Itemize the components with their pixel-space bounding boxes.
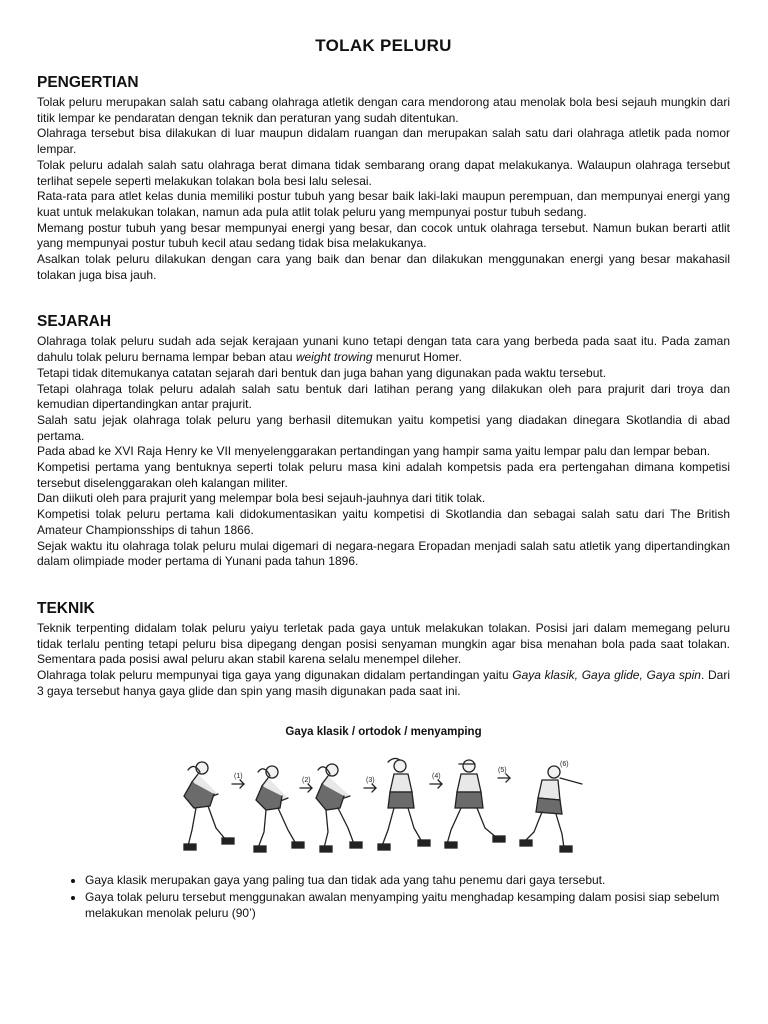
paragraph-text: Olahraga tolak peluru sudah ada sejak kerajaan yunani kuno tetapi dengan tata cara yang berbeda pada saat itu. Pada zaman dahulu tolak peluru bernama lempar beban atau: [37, 334, 730, 365]
paragraph: Kompetisi pertama yang bentuknya seperti tolak peluru masa kini adalah kompetsis pada era pertengahan dimana kompetisi tersebut diselenggarakan oleh kalangan militer.: [37, 460, 730, 490]
list-item: • Gaya tolak peluru tersebut menggunakan awalan menyamping yaitu menghadap kesamping dalam posisi siap sebelum melakukan menolak peluru (90’): [85, 890, 730, 921]
paragraph: [37, 668, 730, 699]
step-label: (1): [234, 772, 243, 780]
paragraph: Kompetisi tolak peluru pertama kali didokumentasikan yaitu kompetisi di Skotlandia dan sebagai salah satu dari The British Amateur Championsships di tahun 1866.: [37, 507, 730, 537]
step-label: (4): [432, 772, 441, 780]
paragraph: Rata-rata para atlet kelas dunia memiliki postur tubuh yang besar baik laki-laki maupun perempuan, dan mempunyai energi yang kuat untuk melakukan tolakan, namun ada pula atlit tolak peluru yang mempunyai postur tubuh sedang.: [37, 189, 730, 219]
paragraph-text: Olahraga tolak peluru mempunyai tiga gaya yang digunakan didalam pertandingan yaitu: [37, 668, 513, 683]
step-label: (6): [560, 760, 569, 768]
paragraph-text: menurut Homer.: [372, 350, 462, 365]
paragraph: Tolak peluru adalah salah satu olahraga berat dimana tidak sembarang orang dapat melakukanya. Walaupun olahraga tersebut terlihat sepele seperti melakukan tolakan bola besi lalu selesai.: [37, 157, 730, 188]
paragraph: Teknik terpenting didalam tolak peluru yaiyu terletak pada gaya untuk melakukan tolakan. Posisi jari dalam memegang peluru tidak terlalu penting tetapi peluru bisa dipegang dengan posisi senyaman mungkin agar bisa menahan bola pada saat tolakan. Sementara pada posisi awal peluru akan stabil karena selalu menempel dileher.: [37, 620, 730, 667]
paragraph: Tetapi olahraga tolak peluru adalah salah satu bentuk dari latihan perang yang dilakukan oleh para prajurit dari troya dan kemudian dipertandingkan antar prajurit.: [37, 381, 730, 412]
paragraph: Memang postur tubuh yang besar mempunyai energi yang besar, dan cocok untuk olahraga tersebut. Namun bukan berarti atlit yang mempunyai postur tubuh kecil atau sedang tidak bisa melakukanya.: [37, 220, 730, 251]
step-label: (2): [302, 776, 311, 784]
figure-caption: Gaya klasik / ortodok / menyamping: [285, 725, 482, 738]
paragraph: Sejak waktu itu olahraga tolak peluru mulai digemari di negara-negara Eropadan menjadi salah satu atletik yang dipertandingkan dalam olimpiade moder pertama di Yunani pada tahun 1896.: [37, 538, 730, 569]
shot-put-technique-illustration: [160, 748, 607, 863]
list-item: • Gaya klasik merupakan gaya yang paling tua dan tidak ada yang tahu penemu dari gaya tersebut.: [85, 873, 730, 889]
section-heading-sejarah: SEJARAH: [37, 313, 112, 331]
step-label: (3): [366, 776, 375, 784]
section-pengertian: [37, 74, 730, 283]
section-sejarah: [37, 313, 730, 570]
section-heading-teknik: TEKNIK: [37, 599, 95, 617]
paragraph: [37, 334, 730, 365]
paragraph: Salah satu jejak olahraga tolak peluru yang berhasil ditemukan yaitu kompetisi yang diadakan dinegara Skotlandia di abad pertama.: [37, 412, 730, 443]
document-title: TOLAK PELURU: [315, 36, 452, 55]
bullet-list: [37, 873, 730, 922]
paragraph: Pada abad ke XVI Raja Henry ke VII menyelenggarakan pertandingan yang hampir sama yaitu lempar palu dan lempar beban.: [37, 444, 711, 459]
paragraph: Dan diikuti oleh para prajurit yang melempar bola besi sejauh-jauhnya dari titik tolak.: [37, 491, 486, 506]
document-page: [37, 36, 730, 924]
paragraph-text: . Dari 3 gaya tersebut hanya gaya glide dan spin yang masih digunakan pada saat ini.: [37, 668, 730, 698]
paragraph: Tolak peluru merupakan salah satu cabang olahraga atletik dengan cara mendorong atau menolak bola besi sejauh mungkin dari titik lempar ke pendaratan dengan teknik dan peraturan yang sudah ditentukan.: [37, 95, 730, 125]
paragraph: Tetapi tidak ditemukanya catatan sejarah dari bentuk dan juga bahan yang digunakan pada waktu tersebut.: [37, 365, 607, 380]
italic-term: Gaya klasik, Gaya glide, Gaya spin: [512, 668, 701, 683]
section-teknik: [37, 600, 730, 700]
paragraph: Olahraga tersebut bisa dilakukan di luar maupun didalam ruangan dan merupakan salah satu dari olahraga atletik pada nomor lempar.: [37, 126, 730, 157]
step-label: (5): [498, 766, 507, 774]
paragraph: Asalkan tolak peluru dilakukan dengan cara yang baik dan benar dan dilakukan menggunakan energi yang besar makahasil tolakan juga bisa jauh.: [37, 252, 730, 282]
section-heading-pengertian: PENGERTIAN: [37, 74, 139, 91]
italic-term: weight trowing: [295, 350, 373, 365]
